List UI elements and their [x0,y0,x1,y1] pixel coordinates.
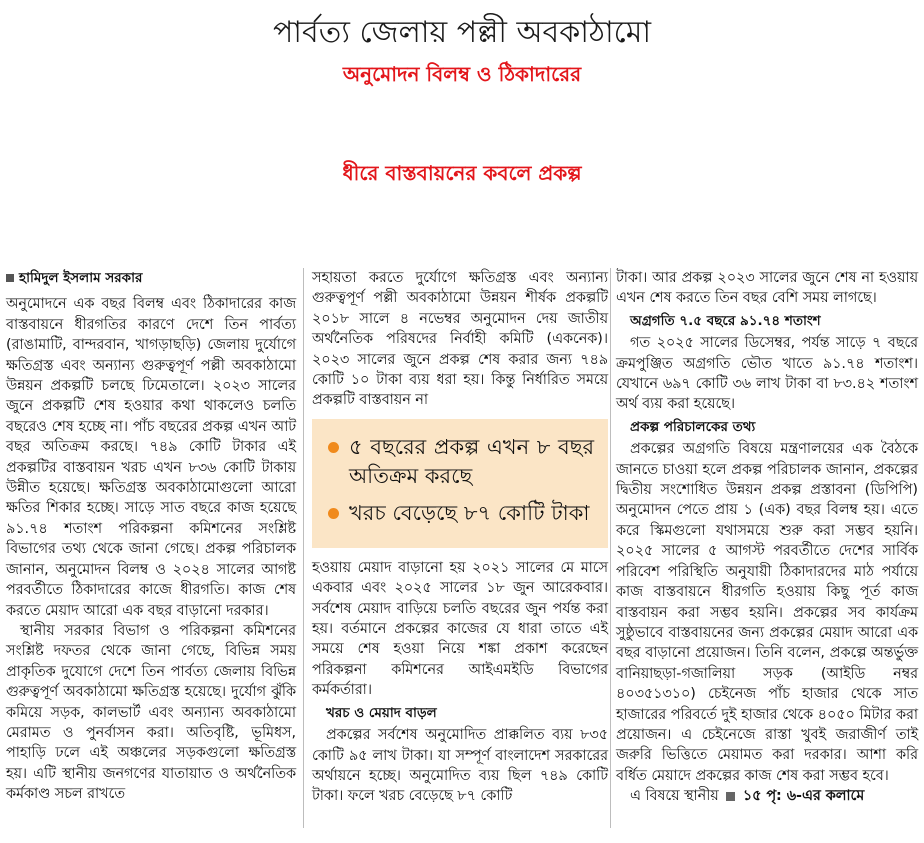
paragraph: হওয়ায় মেয়াদ বাড়ানো হয় ২০২১ সালের মে মাসে একবার এবং ২০২৫ সালের ১৮ জুন আরেকবার। সর্বশেষ মেয়াদ বাড়িয়ে চলতি বছরের জুন পর্যন্ত করা হয়। বর্তমানে প্রকল্পের কাজের যে ধারা তাতে এই সময়ে শেষ হওয়া নিয়ে শঙ্কা প্রকাশ করেছেন পরিকল্পনা কমিশনের আইএমইডি বিভাগের কর্মকর্তারা। [312,559,608,699]
callout-item [328,433,594,491]
callout-text: ৫ বছরের প্রকল্প এখন ৮ বছর অতিক্রম করছে [349,434,594,488]
article-column-3 [616,268,918,807]
subheading: প্রকল্প পরিচালকের তথ্য [630,418,756,435]
orange-bullet-icon [328,508,339,519]
callout-item [328,499,594,528]
highlight-callout [312,419,608,548]
paragraph: গত ২০২৫ সালের ডিসেম্বর, পর্যন্ত সাড়ে ৭ বছরে ক্রমপুঞ্জিত অগ্রগতি ভৌত খাতে ৯১.৭৪ শতাংশ। যেখানে ৬৯৭ কোটি ৩৬ লাখ টাকা বা ৮৩.৪২ শতাংশ অর্থ ব্যয় করা হয়েছে। [616,335,918,413]
subheading: অগ্রগতি ৭.৫ বছরে ৯১.৭৪ শতাংশ [630,312,821,329]
author-name: হামিদুল ইসলাম সরকার [19,270,143,286]
callout-text: খরচ বেড়েছে ৮৭ কোটি টাকা [349,500,590,525]
byline [6,268,296,288]
paragraph: স্থানীয় সরকার বিভাগ ও পরিকল্পনা কমিশনের সংশ্লিষ্ট দফতর থেকে জানা গেছে, বিভিন্ন সময় প্রাকৃতিক দুযোগে দেশে তিন পার্বত্য জেলায় বিভিন্ন গুরুত্বপূর্ণ অবকাঠামো ক্ষতিগ্রস্ত হয়েছে। দুর্যোগ ঝুঁকি কমিয়ে সড়ক, কালভার্ট এবং অন্যান্য অবকাঠামো মেরামত ও পুনর্বাসন করা। অতিবৃষ্টি, ভূমিধস, পাহাড়ি ঢলে এই অঞ্চলের সড়কগুলো ক্ষতিগ্রস্ত হয়। এটি স্থানীয় জনগণের যাতায়াত ও অর্থনৈতিক কর্মকাণ্ড সচল রাখতে [6,622,296,803]
continuation-line [616,786,918,806]
jump-square-icon [726,792,735,801]
paragraph: টাকা। আর প্রকল্প ২০২৩ সালের জুনে শেষ না হওয়ায় এখন শেষ করতে তিন বছর বেশি সময় লাগছে। [616,270,918,307]
article-column-1 [6,268,296,805]
column-divider [610,268,611,828]
orange-bullet-icon [328,442,339,453]
kicker: পার্বত্য জেলায় পল্লী অবকাঠামো [272,15,652,50]
column-divider [303,268,304,828]
paragraph: প্রকল্পের সর্বশেষ অনুমোদিত প্রাক্কলিত ব্যয় ৮৩৫ কোটি ৯৫ লাখ টাকা। যা সম্পূর্ণ বাংলাদেশ সরকারের অর্থায়নে হচ্ছে। অনুমোদিত ব্যয় ছিল ৭৪৯ কোটি টাকা। ফলে খরচ বেড়েছে ৮৭ কোটি [312,727,608,805]
paragraph: অনুমোদনে এক বছর বিলম্ব এবং ঠিকাদারের কাজ বাস্তবায়নে ধীরগতির কারণে দেশে তিন পার্বত্য (রাঙামাটি, বান্দরবান, খাগড়াছড়ি) জেলায় দুর্যোগে ক্ষতিগ্রস্ত এবং অন্যান্য গুরুত্বপূর্ণ পল্লী অবকাঠামো উন্নয়ন প্রকল্পটি চলছে ঢিমেতালে। ২০২৩ সালের জুনে প্রকল্পটি শেষ হওয়ার কথা থাকলেও চলতি বছরেও শেষ হচ্ছে না। পাঁচ বছরের প্রকল্প এখন আট বছর অতিক্রম করছে। ৭৪৯ কোটি টাকার এই প্রকল্পটির বাস্তবায়ন খরচ এখন ৮৩৬ কোটি টাকায় উন্নীত হয়েছে। ক্ষতিগ্রস্ত অবকাঠামোগুলো আরো ক্ষতির শিকার হচ্ছে। সাড়ে সাত বছরে কাজ হয়েছে ৯১.৭৪ শতাংশ পরিকল্পনা কমিশনের সংশ্লিষ্ট বিভাগের তথ্য থেকে জানা গেছে। প্রকল্প পরিচালক জানান, অনুমোদন বিলম্ব ও ২০২৪ সালের আগষ্ট পরবর্তীতে ঠিকাদারের কাজে ধীরগতি। কাজ শেষ করতে মেয়াদ আরো এক বছর বাড়ানো দরকার। [6,296,296,619]
byline-square-icon [6,274,14,282]
continuation-reference[interactable]: ১৫ পৃ: ৬-এর কলামে [742,788,865,805]
paragraph: সহায়তা করতে দুর্যোগে ক্ষতিগ্রস্ত এবং অন্যান্য গুরুত্বপূর্ণ পল্লী অবকাঠামো উন্নয়ন শীর্ষক প্রকল্পটি ২০১৮ সালে ৪ নভেম্বর অনুমোদন দেয় জাতীয় অর্থনৈতিক পরিষদের নির্বাহী কমিটি (একনেক)। ২০২৩ সালের জুনে প্রকল্প শেষ করার জন্য ৭৪৯ কোটি ১০ টাকা ব্যয় ধরা হয়। কিন্তু নির্ধারিত সময়ে প্রকল্পটি বাস্তবায়ন না [312,270,608,409]
continuation-lead: এ বিষয়ে স্থানীয় [630,788,719,805]
headline-line-1: অনুমোদন বিলম্ব ও ঠিকাদারের [342,62,582,86]
paragraph: প্রকল্পের অগ্রগতি বিষয়ে মন্ত্রণালয়ের এক বৈঠকে জানতে চাওয়া হলে প্রকল্প পরিচালক জানান, প্রকল্পের দ্বিতীয় সংশোধিত উন্নয়ন প্রকল্প প্রস্তাবনা (ডিপিপি) অনুমোদন পেতে প্রায় ১ (এক) বছর বিলম্ব হয়। এতে করে স্কিমগুলো যথাসময়ে শুরু করা সম্ভব হয়নি। ২০২৫ সালের ৫ আগস্ট পরবর্তীতে দেশের সার্বিক পরিবেশ পরিস্থিতি অনুযায়ী ঠিকাদারদের মাঠ পর্যায়ে কাজ বাস্তবায়নে ধীরগতি হওয়ায় কিছু পূর্ত কাজ বাস্তবায়ন করা সম্ভব হয়নি। প্রকল্পের সব কার্যক্রম সুষ্ঠুভাবে বাস্তবায়নের জন্য প্রকল্পের মেয়াদ আরো এক বছর বাড়ানো প্রয়োজন। তিনি বলেন, প্রকল্পে অন্তর্ভুক্ত বানিয়াছড়া-গজালিয়া সড়ক (আইডি নম্বর ৪০৩৫১৩১০) চেইনেজ পাঁচ হাজার থেকে সাত হাজারের পরিবর্তে দুই হাজার থেকে ৪০৫০ মিটার করা প্রয়োজন। এ চেইনেজে রাস্তা খুবই জরাজীর্ণ তাই জরুরি ভিত্তিতে মেয়ামত করা দরকার। আশা করি বর্ধিত মেয়াদে প্রকল্পের কাজ শেষ করা সম্ভব হবে। [616,441,918,784]
headline-line-2: ধীরে বাস্তবায়নের কবলে প্রকল্প [342,161,582,185]
subheading: খরচ ও মেয়াদ বাড়ল [326,704,437,721]
article-column-2 [312,268,608,807]
